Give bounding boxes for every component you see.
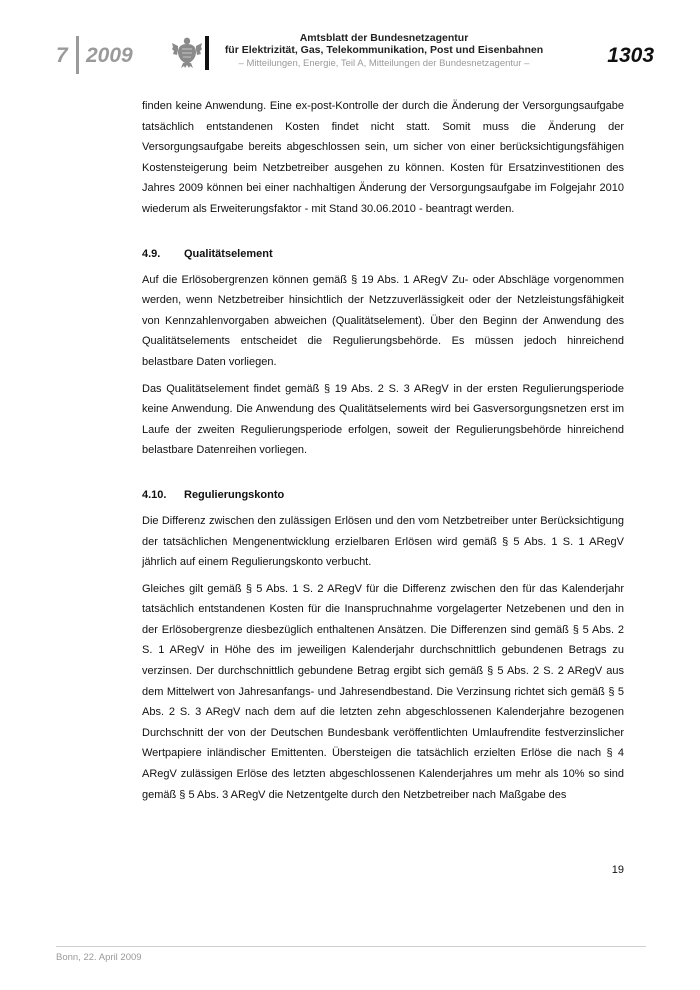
page-header [0, 0, 700, 80]
federal-eagle-icon [172, 34, 202, 68]
section-subtitle: – Mitteilungen, Energie, Teil A, Mitteilungen der Bundesnetzagentur – [238, 58, 530, 69]
issue-year: 2009 [86, 44, 133, 67]
footer-date: Bonn, 22. April 2009 [56, 952, 142, 963]
section-heading-4-10 [142, 485, 624, 505]
issue-number: 7 [56, 44, 69, 67]
section-title: Qualitätselement [184, 247, 273, 260]
paragraph: Das Qualitätselement findet gemäß § 19 Abs. 2 S. 3 ARegV in der ersten Regulierungsperiode keine Anwendung. Die Anwendung des Qualitätselements wird bei Gasversorgungsnetzen erst im Laufe der zweiten Regulierungsperiode erfolgen, soweit der Regulierungsbehörde hinreichend belastbare Datenreihen vorliegen. [142, 382, 624, 457]
journal-title: Amtsblatt der Bundesnetzagentur [299, 32, 469, 44]
journal-page-number: 1303 [607, 44, 654, 67]
section-title: Regulierungskonto [184, 488, 285, 501]
section-number: 4.10. [142, 488, 167, 501]
journal-subtitle: für Elektrizität, Gas, Telekommunikation, Post und Eisenbahnen [224, 44, 544, 56]
document-page-number: 19 [611, 864, 624, 876]
issue-divider [76, 36, 79, 74]
section-heading-4-9 [142, 244, 624, 264]
intro-paragraph: finden keine Anwendung. Eine ex-post-Kontrolle der durch die Änderung der Versorgungsaufgabe tatsächlich entstandenen Kosten findet nicht statt. Somit muss die Änderung der Versorgungsaufgabe bereits abgeschlossen sein, um sicher von einer berücksichtigungsfähigen Kostensteigerung beim Netzbetreiber ausgehen zu können. Kosten für Ersatzinvestitionen des Jahres 2009 können bei einer nachhaltigen Änderung der Versorgungsaufgabe im Folgejahr 2010 wiederum als Erweiterungsfaktor - mit Stand 30.06.2010 - beantragt werden. [142, 100, 624, 215]
section-number: 4.9. [142, 247, 161, 260]
paragraph: Die Differenz zwischen den zulässigen Erlösen und den vom Netzbetreiber unter Berücksichtigung der tatsächlichen Mengenentwicklung erzielbaren Erlösen wird gemäß § 5 Abs. 1 S. 1 ARegV jährlich auf einem Regulierungskonto verbucht. [142, 514, 624, 569]
paragraph: Auf die Erlösobergrenzen können gemäß § 19 Abs. 1 ARegV Zu- oder Abschläge vorgenommen werden, wenn Netzbetreiber hinsichtlich der Netzzuverlässigkeit oder der Netzleistungsfähigkeit von Kennzahlenvorgaben abweichen (Qualitätselement). Über den Beginn der Anwendung des Qualitätselements entscheidet die Regulierungsbehörde. Es müssen jedoch hinreichend belastbare Daten vorliegen. [142, 273, 624, 368]
paragraph: Gleiches gilt gemäß § 5 Abs. 1 S. 2 ARegV für die Differenz zwischen den für das Kalenderjahr tatsächlich entstandenen Kosten für die Inanspruchnahme vorgelagerter Netzebenen und den in der Erlösobergrenze diesbezüglich enthaltenen Ansätzen. Die Differenzen sind gemäß § 5 Abs. 2 S. 1 ARegV in Höhe des im jeweiligen Kalenderjahr durchschnittlich gebundenen Betrags zu verzinsen. Der durchschnittlich gebundene Betrag ergibt sich gemäß § 5 Abs. 2 S. 2 ARegV aus dem Mittelwert von Jahresanfangs- und Jahresendbestand. Die Verzinsung richtet sich gemäß § 5 Abs. 2 S. 3 ARegV nach dem auf die letzten zehn abgeschlossenen Kalenderjahre bezogenen Durchschnitt der von der Deutschen Bundesbank veröffentlichten Umlaufrendite festverzinslicher Wertpapiere inländischer Emittenten. Übersteigen die tatsächlich erzielten Erlöse die nach § 4 ARegV zulässigen Erlöse des letzten abgeschlossenen Kalenderjahres um mehr als 10% so sind gemäß § 5 Abs. 3 ARegV die Netzentgelte durch den Netzbetreiber nach Maßgabe des [142, 582, 624, 801]
footer-divider [56, 946, 646, 947]
document-body [142, 96, 624, 811]
emblem-divider [205, 36, 209, 70]
